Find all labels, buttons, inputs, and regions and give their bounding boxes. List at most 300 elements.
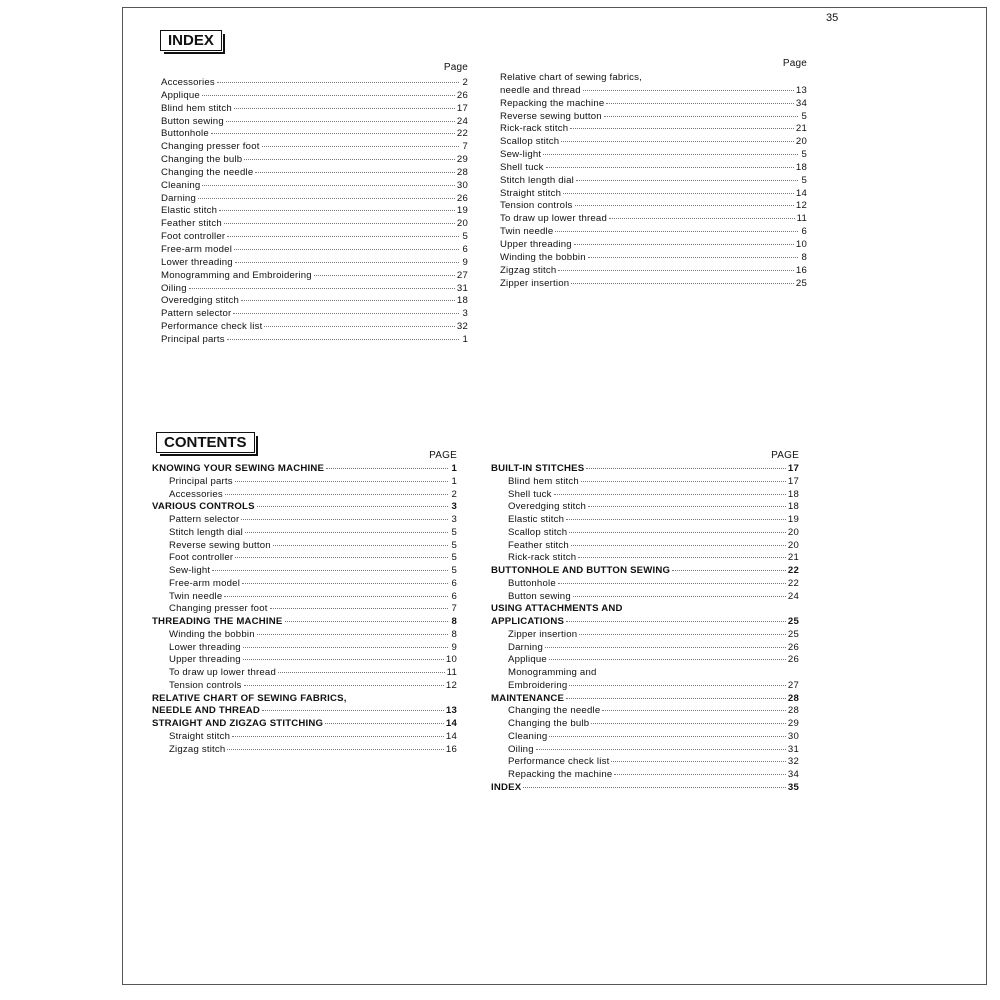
dot-leader xyxy=(189,288,455,289)
entry-page-number: 31 xyxy=(787,743,799,755)
toc-entry xyxy=(152,642,457,655)
entry-page-number: 25 xyxy=(787,616,799,627)
dot-leader xyxy=(264,326,454,327)
contents-right-entries xyxy=(491,463,799,795)
dot-leader xyxy=(571,545,786,546)
toc-entry xyxy=(491,667,799,680)
entry-label: Applique xyxy=(161,89,200,101)
toc-entry xyxy=(152,693,457,706)
entry-label: Performance check list xyxy=(161,321,263,333)
entry-page-number: 5 xyxy=(451,539,457,551)
dot-leader xyxy=(583,90,794,91)
dot-leader xyxy=(581,481,786,482)
dot-leader xyxy=(244,685,444,686)
toc-entry xyxy=(161,116,468,129)
entry-label: Performance check list xyxy=(508,756,610,768)
entry-label: To draw up lower thread xyxy=(500,213,607,225)
toc-entry xyxy=(152,680,457,693)
entry-label: KNOWING YOUR SEWING MACHINE xyxy=(152,463,325,474)
entry-page-number: 21 xyxy=(795,123,807,135)
dot-leader xyxy=(198,198,455,199)
entry-label: Cleaning xyxy=(161,179,201,191)
dot-leader xyxy=(285,621,448,622)
toc-entry xyxy=(152,744,457,757)
toc-entry xyxy=(152,476,457,489)
entry-page-number: 8 xyxy=(801,251,807,263)
entry-page-number: 3 xyxy=(451,514,457,525)
entry-label: Zigzag stitch xyxy=(169,743,226,755)
entry-page-number: 22 xyxy=(787,565,799,576)
entry-page-number: 25 xyxy=(795,277,807,289)
toc-entry xyxy=(500,85,807,98)
toc-entry xyxy=(491,540,799,553)
entry-label: Button sewing xyxy=(508,590,571,602)
entry-page-number: 8 xyxy=(451,616,457,627)
dot-leader xyxy=(569,532,786,533)
entry-page-number: 25 xyxy=(787,628,799,640)
entry-page-number: 31 xyxy=(456,282,468,294)
entry-page-number: 34 xyxy=(787,769,799,780)
entry-page-number: 12 xyxy=(795,200,807,212)
entry-page-number: 16 xyxy=(445,743,457,755)
dot-leader xyxy=(273,545,448,546)
entry-page-number: 1 xyxy=(462,333,468,345)
entry-label: STRAIGHT AND ZIGZAG STITCHING xyxy=(152,718,324,729)
entry-page-number: 27 xyxy=(787,679,799,691)
entry-label: THREADING THE MACHINE xyxy=(152,616,283,627)
entry-page-number: 6 xyxy=(451,590,457,602)
dot-leader xyxy=(243,647,448,648)
dot-leader xyxy=(578,557,786,558)
toc-entry xyxy=(491,514,799,527)
toc-entry xyxy=(500,252,807,265)
entry-label: Pattern selector xyxy=(161,308,232,320)
toc-entry xyxy=(491,616,799,629)
toc-entry xyxy=(491,782,799,795)
entry-label: Rick-rack stitch xyxy=(508,552,577,564)
entry-label: Buttonhole xyxy=(508,577,556,589)
dot-leader xyxy=(227,339,459,340)
entry-page-number: 5 xyxy=(451,526,457,538)
entry-page-number: 3 xyxy=(462,308,468,320)
entry-label: Darning xyxy=(508,641,543,653)
entry-page-number: 29 xyxy=(456,154,468,166)
entry-page-number: 5 xyxy=(451,552,457,564)
contents-left-column xyxy=(152,450,457,756)
dot-leader xyxy=(588,257,798,258)
entry-page-number: 8 xyxy=(451,628,457,640)
toc-entry xyxy=(161,295,468,308)
toc-entry xyxy=(500,72,807,85)
toc-entry xyxy=(500,200,807,213)
dot-leader xyxy=(257,506,448,507)
entry-page-number: 20 xyxy=(787,526,799,538)
dot-leader xyxy=(586,468,786,469)
entry-label: Overedging stitch xyxy=(161,295,240,307)
toc-entry xyxy=(491,718,799,731)
entry-label: Changing presser foot xyxy=(169,603,268,615)
index-left-column xyxy=(161,62,468,347)
entry-label: Pattern selector xyxy=(169,514,240,525)
toc-entry xyxy=(491,463,799,476)
entry-label: Rick-rack stitch xyxy=(500,123,569,135)
entry-page-number: 20 xyxy=(456,218,468,230)
toc-entry xyxy=(500,136,807,149)
entry-page-number: 32 xyxy=(787,756,799,768)
toc-entry xyxy=(161,308,468,321)
toc-entry xyxy=(491,476,799,489)
entry-page-number: 32 xyxy=(456,321,468,333)
dot-leader xyxy=(576,180,798,181)
entry-page-number: 5 xyxy=(462,231,468,243)
entry-page-number: 2 xyxy=(462,77,468,88)
dot-leader xyxy=(561,141,794,142)
dot-leader xyxy=(602,710,786,711)
entry-page-number: 26 xyxy=(787,641,799,653)
entry-page-number: 5 xyxy=(801,149,807,161)
toc-entry xyxy=(491,489,799,502)
entry-label: Tension controls xyxy=(169,679,242,691)
entry-label: Shell tuck xyxy=(500,161,544,173)
toc-entry xyxy=(152,629,457,642)
dot-leader xyxy=(574,244,794,245)
entry-label: APPLICATIONS xyxy=(491,616,565,627)
dot-leader xyxy=(611,761,785,762)
entry-page-number: 35 xyxy=(787,781,799,793)
toc-entry xyxy=(500,188,807,201)
entry-page-number: 7 xyxy=(451,603,457,615)
toc-entry xyxy=(161,231,468,244)
toc-entry xyxy=(161,205,468,218)
dot-leader xyxy=(543,154,798,155)
entry-page-number: 30 xyxy=(456,179,468,191)
entry-label: needle and thread xyxy=(500,84,581,96)
dot-leader xyxy=(235,262,459,263)
dot-leader xyxy=(262,710,444,711)
dot-leader xyxy=(234,249,459,250)
dot-leader xyxy=(571,283,794,284)
dot-leader xyxy=(545,647,786,648)
entry-label: Scallop stitch xyxy=(508,526,568,538)
entry-label: Feather stitch xyxy=(508,539,569,551)
dot-leader xyxy=(202,185,454,186)
entry-page-number: 24 xyxy=(456,115,468,127)
entry-page-number: 17 xyxy=(787,475,799,487)
toc-entry xyxy=(161,103,468,116)
dot-leader xyxy=(212,570,448,571)
dot-leader xyxy=(546,167,794,168)
toc-entry xyxy=(152,705,457,718)
entry-label: Elastic stitch xyxy=(161,205,218,217)
entry-page-number: 7 xyxy=(462,141,468,153)
toc-entry xyxy=(491,578,799,591)
dot-leader xyxy=(278,672,445,673)
toc-entry xyxy=(161,90,468,103)
entry-label: Changing presser foot xyxy=(161,141,260,153)
entry-label: RELATIVE CHART OF SEWING FABRICS, xyxy=(152,692,347,704)
entry-label: Blind hem stitch xyxy=(508,475,579,487)
dot-leader xyxy=(570,128,794,129)
toc-entry xyxy=(161,270,468,283)
entry-label: Reverse sewing button xyxy=(169,539,271,551)
toc-entry xyxy=(152,718,457,731)
dot-leader xyxy=(563,193,794,194)
entry-label: Changing the needle xyxy=(161,166,254,178)
entry-page-number: 18 xyxy=(795,161,807,173)
entry-label: Changing the bulb xyxy=(161,154,243,166)
index-right-column xyxy=(500,58,807,290)
entry-page-number: 20 xyxy=(787,539,799,551)
toc-entry xyxy=(161,283,468,296)
entry-page-number: 6 xyxy=(462,243,468,255)
contents-left-entries xyxy=(152,463,457,756)
entry-label: Lower threading xyxy=(161,256,233,268)
toc-entry xyxy=(491,744,799,757)
index-title: INDEX xyxy=(160,30,222,51)
dot-leader xyxy=(314,275,455,276)
dot-leader xyxy=(235,481,448,482)
entry-label: MAINTENANCE xyxy=(491,692,565,704)
toc-entry xyxy=(500,239,807,252)
toc-entry xyxy=(491,501,799,514)
dot-leader xyxy=(219,210,455,211)
dot-leader xyxy=(554,494,786,495)
toc-entry xyxy=(152,731,457,744)
toc-entry xyxy=(161,334,468,347)
entry-label: Twin needle xyxy=(169,590,223,602)
entry-page-number: 14 xyxy=(795,187,807,199)
dot-leader xyxy=(217,82,459,83)
entry-label: Zipper insertion xyxy=(508,628,578,640)
contents-left-page-header: PAGE xyxy=(429,450,457,461)
entry-label: Foot controller xyxy=(169,552,234,564)
dot-leader xyxy=(211,133,455,134)
entry-label: Free-arm model xyxy=(161,243,233,255)
dot-leader xyxy=(609,218,795,219)
entry-label: Repacking the machine xyxy=(500,97,605,109)
entry-label: Relative chart of sewing fabrics, xyxy=(500,72,643,83)
entry-label: USING ATTACHMENTS AND xyxy=(491,603,623,615)
dot-leader xyxy=(225,494,448,495)
toc-entry xyxy=(491,527,799,540)
toc-entry xyxy=(152,501,457,514)
entry-label: Sew-light xyxy=(500,149,542,161)
toc-entry xyxy=(152,489,457,502)
toc-entry xyxy=(500,213,807,226)
entry-page-number: 9 xyxy=(451,641,457,653)
entry-page-number: 26 xyxy=(787,654,799,666)
entry-page-number: 12 xyxy=(445,679,457,691)
dot-leader xyxy=(566,621,786,622)
toc-entry xyxy=(491,654,799,667)
entry-page-number: 24 xyxy=(787,590,799,602)
dot-leader xyxy=(591,723,786,724)
contents-title: CONTENTS xyxy=(156,432,255,453)
toc-entry xyxy=(491,552,799,565)
entry-label: Embroidering xyxy=(508,679,568,691)
entry-label: Upper threading xyxy=(500,238,572,250)
entry-label: VARIOUS CONTROLS xyxy=(152,501,255,513)
entry-label: BUILT-IN STITCHES xyxy=(491,463,585,474)
dot-leader xyxy=(579,634,786,635)
entry-label: Zigzag stitch xyxy=(500,264,557,276)
toc-entry xyxy=(161,167,468,180)
toc-entry xyxy=(491,565,799,578)
entry-label: Free-arm model xyxy=(169,577,241,589)
toc-entry xyxy=(491,591,799,604)
toc-entry xyxy=(491,731,799,744)
toc-entry xyxy=(491,756,799,769)
entry-label: Blind hem stitch xyxy=(161,102,232,114)
entry-label: Monogramming and xyxy=(508,667,597,678)
index-right-page-header: Page xyxy=(782,58,807,69)
dot-leader xyxy=(233,313,459,314)
dot-leader xyxy=(202,95,455,96)
entry-label: Stitch length dial xyxy=(500,174,574,186)
entry-label: Applique xyxy=(508,654,547,666)
dot-leader xyxy=(566,519,786,520)
entry-label: Changing the bulb xyxy=(508,718,590,729)
toc-entry xyxy=(152,578,457,591)
entry-label: Winding the bobbin xyxy=(169,628,255,640)
toc-entry xyxy=(152,514,457,527)
entry-label: NEEDLE AND THREAD xyxy=(152,705,261,717)
entry-page-number: 3 xyxy=(451,501,457,513)
entry-label: Oiling xyxy=(161,282,187,294)
toc-entry xyxy=(500,162,807,175)
entry-page-number: 11 xyxy=(796,213,807,225)
dot-leader xyxy=(549,659,786,660)
dot-leader xyxy=(606,103,793,104)
entry-label: Upper threading xyxy=(169,654,241,666)
toc-entry xyxy=(500,98,807,111)
entry-page-number: 6 xyxy=(451,577,457,589)
toc-entry xyxy=(500,111,807,124)
entry-page-number: 5 xyxy=(801,174,807,186)
entry-label: To draw up lower thread xyxy=(169,667,276,678)
contents-right-column xyxy=(491,450,799,795)
entry-page-number: 22 xyxy=(456,128,468,140)
dot-leader xyxy=(558,270,793,271)
dot-leader xyxy=(255,172,455,173)
dot-leader xyxy=(566,698,786,699)
entry-page-number: 18 xyxy=(456,295,468,307)
entry-label: Shell tuck xyxy=(508,488,552,500)
dot-leader xyxy=(555,231,798,232)
entry-label: Stitch length dial xyxy=(169,526,243,538)
toc-entry xyxy=(500,278,807,291)
toc-entry xyxy=(491,680,799,693)
dot-leader xyxy=(227,749,443,750)
entry-label: Twin needle xyxy=(500,226,554,238)
entry-label: Changing the needle xyxy=(508,705,601,717)
toc-entry xyxy=(152,603,457,616)
entry-page-number: 28 xyxy=(787,692,799,704)
entry-label: Monogramming and Embroidering xyxy=(161,269,312,281)
entry-label: Repacking the machine xyxy=(508,769,613,780)
entry-label: Overedging stitch xyxy=(508,501,587,513)
entry-page-number: 22 xyxy=(787,577,799,589)
dot-leader xyxy=(558,583,786,584)
entry-page-number: 11 xyxy=(446,667,457,678)
entry-label: Straight stitch xyxy=(500,187,562,199)
entry-label: Winding the bobbin xyxy=(500,251,586,263)
toc-entry xyxy=(500,226,807,239)
toc-entry xyxy=(161,321,468,334)
dot-leader xyxy=(536,749,786,750)
dot-leader xyxy=(224,596,448,597)
toc-entry xyxy=(491,769,799,782)
dot-leader xyxy=(227,236,459,237)
entry-label: Cleaning xyxy=(508,730,548,742)
toc-entry xyxy=(491,603,799,616)
entry-page-number: 30 xyxy=(787,730,799,742)
index-left-page-header: Page xyxy=(443,62,468,73)
toc-entry xyxy=(491,705,799,718)
toc-entry xyxy=(152,591,457,604)
toc-entry xyxy=(152,565,457,578)
entry-page-number: 17 xyxy=(787,463,799,474)
entry-label: Sew-light xyxy=(169,565,211,576)
entry-label: Accessories xyxy=(161,77,215,88)
entry-page-number: 18 xyxy=(787,501,799,513)
entry-label: Reverse sewing button xyxy=(500,110,602,122)
entry-page-number: 19 xyxy=(456,205,468,217)
entry-label: Zipper insertion xyxy=(500,277,570,289)
entry-page-number: 17 xyxy=(456,102,468,114)
dot-leader xyxy=(588,506,786,507)
toc-entry xyxy=(491,642,799,655)
entry-label: BUTTONHOLE AND BUTTON SEWING xyxy=(491,565,671,576)
entry-page-number: 13 xyxy=(445,705,457,717)
dot-leader xyxy=(672,570,786,571)
entry-page-number: 20 xyxy=(795,136,807,148)
dot-leader xyxy=(235,557,448,558)
dot-leader xyxy=(326,468,448,469)
entry-label: Tension controls xyxy=(500,200,573,212)
index-right-entries xyxy=(500,72,807,290)
dot-leader xyxy=(226,121,455,122)
entry-page-number: 26 xyxy=(456,89,468,101)
entry-page-number: 34 xyxy=(795,97,807,109)
entry-page-number: 27 xyxy=(456,269,468,281)
dot-leader xyxy=(243,659,444,660)
dot-leader xyxy=(242,583,448,584)
toc-entry xyxy=(152,540,457,553)
entry-page-number: 28 xyxy=(456,166,468,178)
dot-leader xyxy=(241,519,448,520)
dot-leader xyxy=(614,774,785,775)
toc-entry xyxy=(152,616,457,629)
toc-entry xyxy=(500,175,807,188)
entry-page-number: 14 xyxy=(445,718,457,729)
entry-page-number: 1 xyxy=(451,463,457,474)
toc-entry xyxy=(491,693,799,706)
entry-page-number: 16 xyxy=(795,264,807,276)
toc-entry xyxy=(161,154,468,167)
entry-page-number: 5 xyxy=(801,110,807,122)
entry-page-number: 28 xyxy=(787,705,799,717)
dot-leader xyxy=(241,300,455,301)
toc-entry xyxy=(500,265,807,278)
dot-leader xyxy=(262,146,459,147)
entry-label: Principal parts xyxy=(161,333,225,345)
toc-entry xyxy=(152,552,457,565)
entry-page-number: 10 xyxy=(445,654,457,666)
dot-leader xyxy=(523,787,786,788)
entry-page-number: 14 xyxy=(445,730,457,742)
entry-label: Buttonhole xyxy=(161,128,209,140)
